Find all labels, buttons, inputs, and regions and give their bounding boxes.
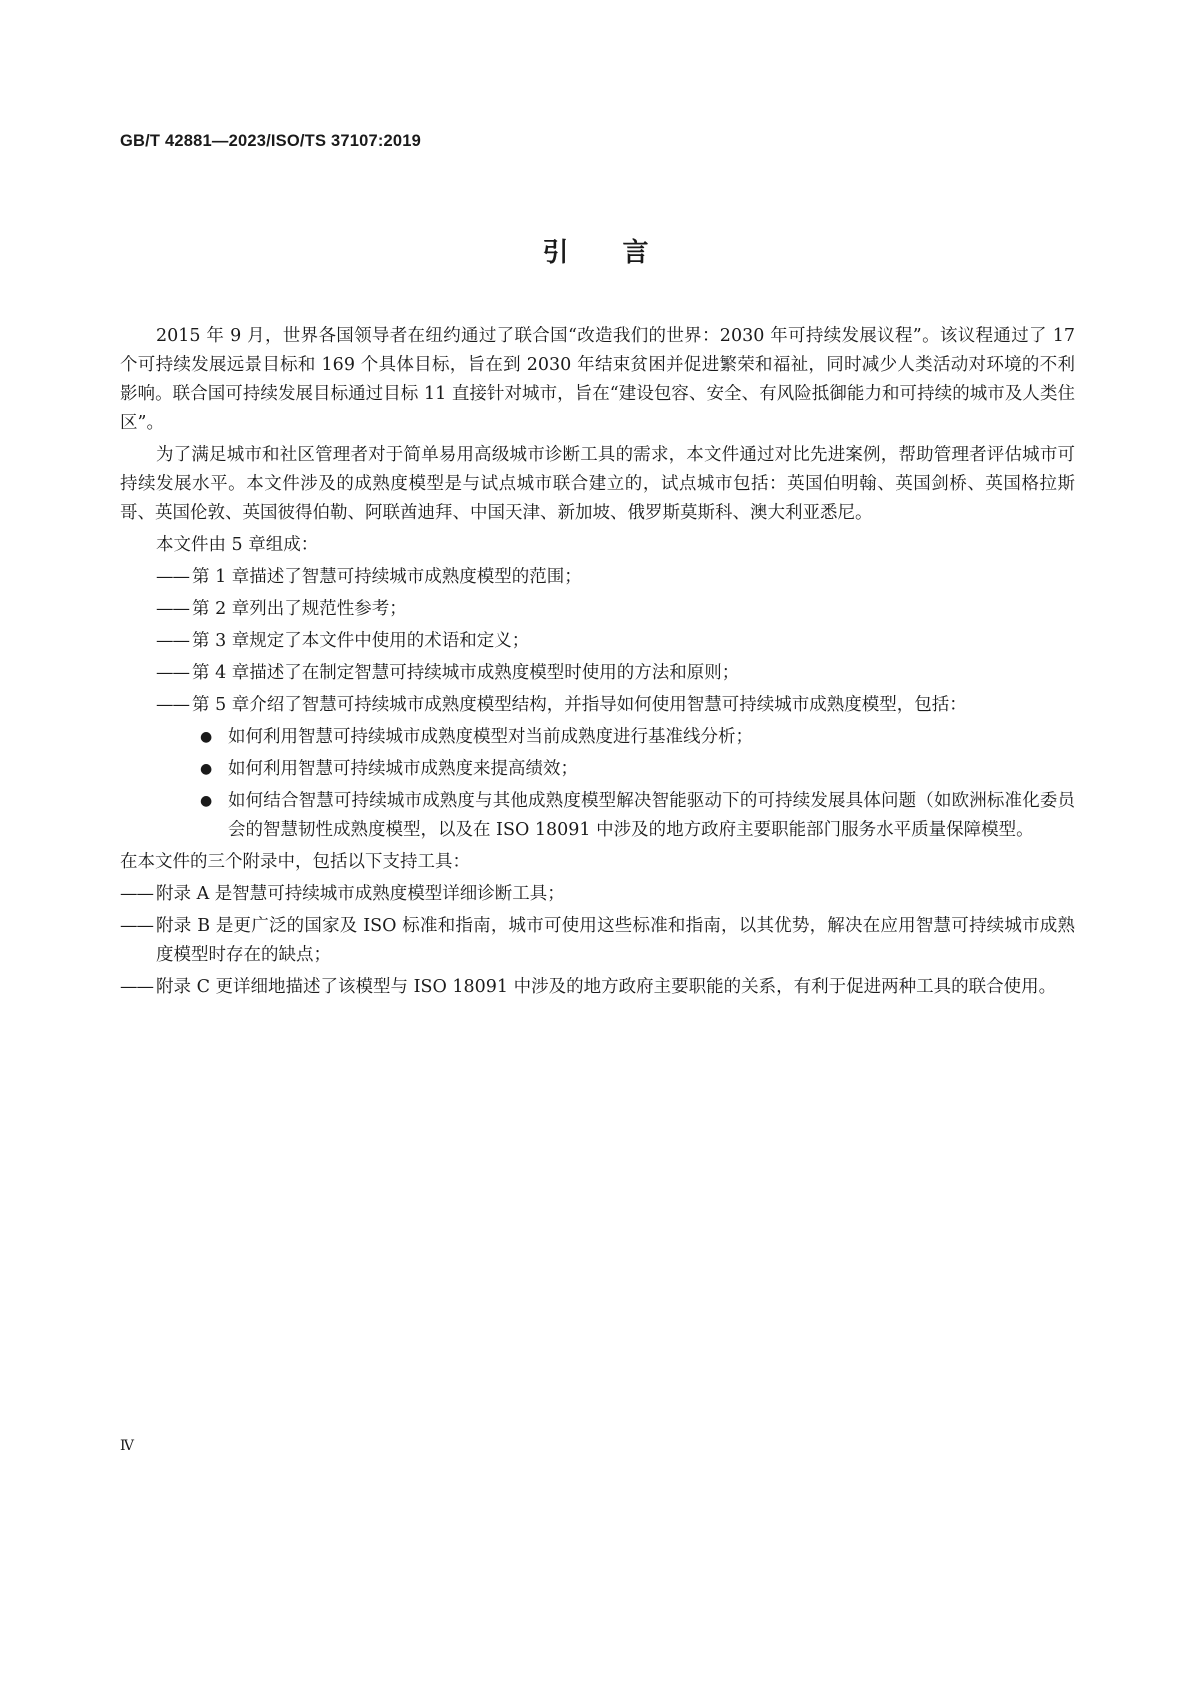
- annex-list-item: [120, 880, 1075, 909]
- bullet-text: 如何利用智慧可持续城市成熟度来提高绩效；: [228, 759, 578, 779]
- chapter-list-item: [120, 595, 1075, 624]
- bullet-text: 如何利用智慧可持续城市成熟度模型对当前成熟度进行基准线分析；: [228, 727, 753, 747]
- chapter-list-item: [120, 627, 1075, 656]
- annex-b-text: 附录 B 是更广泛的国家及 ISO 标准和指南，城市可使用这些标准和指南，以其优势，解决在应用智慧可持续城市成熟度模型时存在的缺点；: [156, 916, 1075, 965]
- chapter-list-item: [120, 691, 1075, 720]
- bullet-icon: ●: [200, 729, 213, 745]
- dash-marker: ——: [156, 599, 189, 619]
- page-title: 引言: [542, 238, 703, 268]
- chapters-intro: 本文件由 5 章组成：: [156, 535, 319, 555]
- document-code: GB/T 42881—2023/ISO/TS 37107:2019: [120, 132, 422, 150]
- annex-a-text: 附录 A 是智慧可持续城市成熟度模型详细诊断工具；: [156, 884, 565, 904]
- paragraph-agenda-2030: 2015 年 9 月，世界各国领导者在纽约通过了联合国“改造我们的世界：2030 年可持续发展议程”。该议程通过了 17 个可持续发展远景目标和 169 个具体目标，旨在到 2030 年结束贫困并促进繁荣和福祉，同时减少人类活动对环境的不利影响。联合国可持续发展目标通过目标 11 直接针对城市，旨在“建设包容、安全、有风险抵御能力和可持续的城市及人类住区”。: [120, 326, 1075, 433]
- annex-list-item: [120, 973, 1075, 1002]
- annex-c-text: 附录 C 更详细地描述了该模型与 ISO 18091 中涉及的地方政府主要职能的关系，有利于促进两种工具的联合使用。: [156, 977, 1057, 997]
- paragraph-purpose: 为了满足城市和社区管理者对于简单易用高级城市诊断工具的需求，本文件通过对比先进案例，帮助管理者评估城市可持续发展水平。本文件涉及的成熟度模型是与试点城市联合建立的，试点城市包括：英国伯明翰、英国剑桥、英国格拉斯哥、英国伦敦、英国彼得伯勒、阿联酋迪拜、中国天津、新加坡、俄罗斯莫斯科、澳大利亚悉尼。: [120, 445, 1075, 523]
- bullet-item: [192, 755, 1075, 784]
- dash-marker: ——: [156, 567, 189, 587]
- dash-marker: ——: [156, 663, 189, 683]
- bullet-item: [192, 723, 1075, 752]
- chapter-1-text: 第 1 章描述了智慧可持续城市成熟度模型的范围；: [192, 567, 582, 587]
- dash-marker: ——: [120, 884, 153, 904]
- document-body: [120, 322, 1075, 1005]
- dash-marker: ——: [156, 695, 189, 715]
- bullet-text: 如何结合智慧可持续城市成熟度与其他成熟度模型解决智能驱动下的可持续发展具体问题（如欧洲标准化委员会的智慧韧性成熟度模型，以及在 ISO 18091 中涉及的地方政府主要职能部门服务水平质量保障模型。: [228, 791, 1075, 840]
- chapter-4-text: 第 4 章描述了在制定智慧可持续城市成熟度模型时使用的方法和原则；: [192, 663, 740, 683]
- chapter-list-item: [120, 659, 1075, 688]
- chapter-list-item: [120, 563, 1075, 592]
- chapter-5-text: 第 5 章介绍了智慧可持续城市成熟度模型结构，并指导如何使用智慧可持续城市成熟度模型，包括：: [192, 695, 967, 715]
- dash-marker: ——: [156, 631, 189, 651]
- annexes-intro: 在本文件的三个附录中，包括以下支持工具：: [120, 852, 470, 872]
- chapter-5-bullet-list: [192, 723, 1075, 845]
- bullet-icon: ●: [200, 793, 213, 809]
- bullet-icon: ●: [200, 761, 213, 777]
- annex-list-item: [120, 912, 1075, 970]
- bullet-item: [192, 787, 1075, 845]
- chapter-3-text: 第 3 章规定了本文件中使用的术语和定义；: [192, 631, 530, 651]
- dash-marker: ——: [120, 977, 153, 997]
- dash-marker: ——: [120, 916, 153, 936]
- page-number: Ⅳ: [120, 1438, 134, 1454]
- chapter-2-text: 第 2 章列出了规范性参考；: [192, 599, 407, 619]
